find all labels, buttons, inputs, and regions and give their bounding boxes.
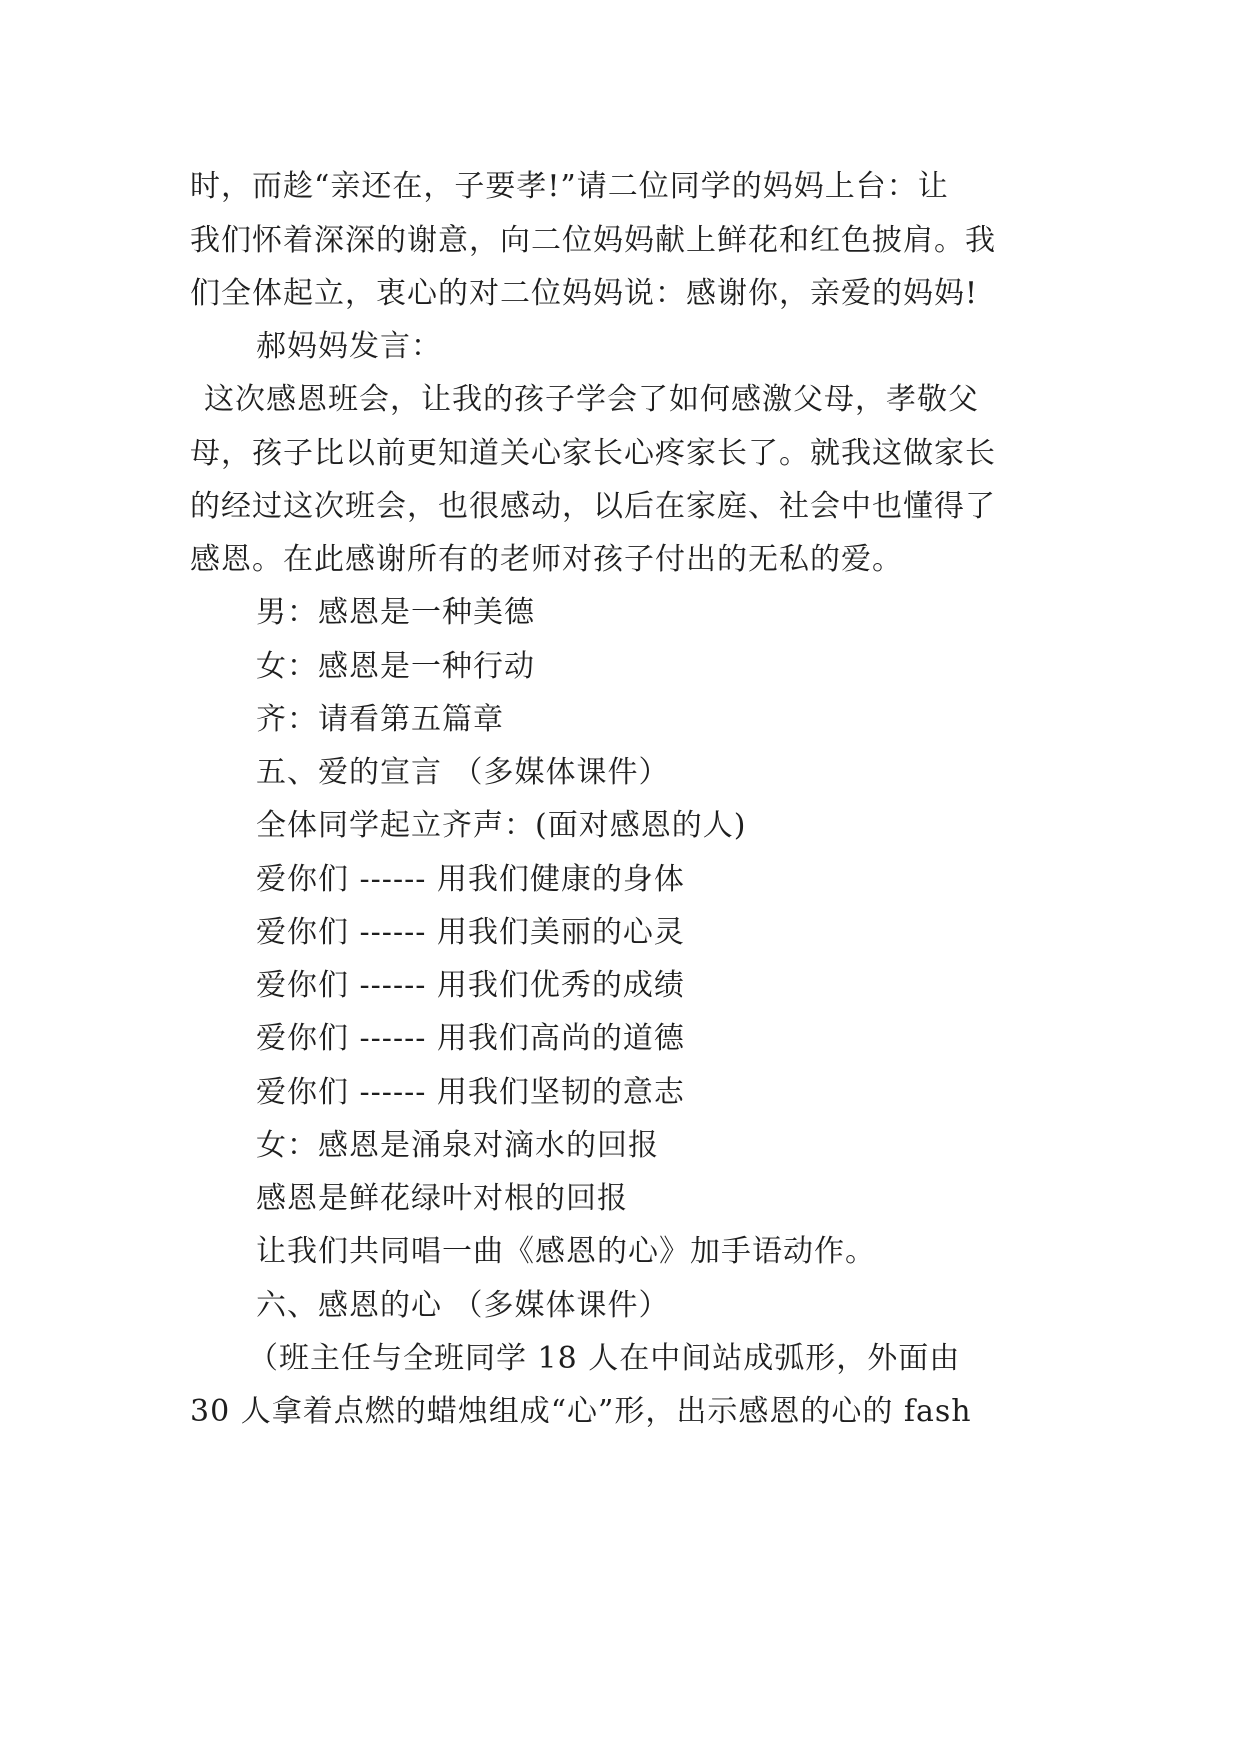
text-line: （班主任与全班同学 18 人在中间站成弧形，外面由 (248, 1341, 961, 1376)
text-line: 感恩是鲜花绿叶对根的回报 (256, 1181, 628, 1216)
text-line: 女：感恩是一种行动 (256, 649, 535, 684)
text-line: 爱你们 ------ 用我们坚韧的意志 (256, 1075, 685, 1110)
text-line: 全体同学起立齐声：(面对感恩的人) (256, 808, 747, 843)
text-line: 们全体起立，衷心的对二位妈妈说：感谢你，亲爱的妈妈! (190, 276, 979, 311)
text-line: 爱你们 ------ 用我们美丽的心灵 (256, 915, 685, 950)
text-line: 让我们共同唱一曲《感恩的心》加手语动作。 (256, 1234, 876, 1269)
text-line: 这次感恩班会，让我的孩子学会了如何感激父母，孝敬父 (204, 382, 979, 417)
text-line: 母，孩子比以前更知道关心家长心疼家长了。就我这做家长 (190, 436, 996, 471)
section-heading: 五、爱的宣言 （多媒体课件） (256, 755, 670, 790)
text-line: 的经过这次班会，也很感动，以后在家庭、社会中也懂得了 (190, 489, 996, 524)
text-line: 爱你们 ------ 用我们优秀的成绩 (256, 968, 685, 1003)
text-line: 男：感恩是一种美德 (256, 595, 535, 630)
text-line: 时，而趁“亲还在，子要孝!”请二位同学的妈妈上台：让 (190, 169, 949, 204)
text-line: 爱你们 ------ 用我们高尚的道德 (256, 1021, 685, 1056)
text-line: 女：感恩是涌泉对滴水的回报 (256, 1128, 659, 1163)
text-line: 30 人拿着点燃的蜡烛组成“心”形，出示感恩的心的 fash (190, 1394, 972, 1429)
text-line: 我们怀着深深的谢意，向二位妈妈献上鲜花和红色披肩。我 (190, 223, 996, 258)
text-line: 郝妈妈发言： (256, 329, 442, 364)
section-heading: 六、感恩的心 （多媒体课件） (256, 1288, 670, 1323)
text-line: 齐：请看第五篇章 (256, 702, 504, 737)
text-line: 感恩。在此感谢所有的老师对孩子付出的无私的爱。 (190, 542, 903, 577)
text-line: 爱你们 ------ 用我们健康的身体 (256, 862, 685, 897)
